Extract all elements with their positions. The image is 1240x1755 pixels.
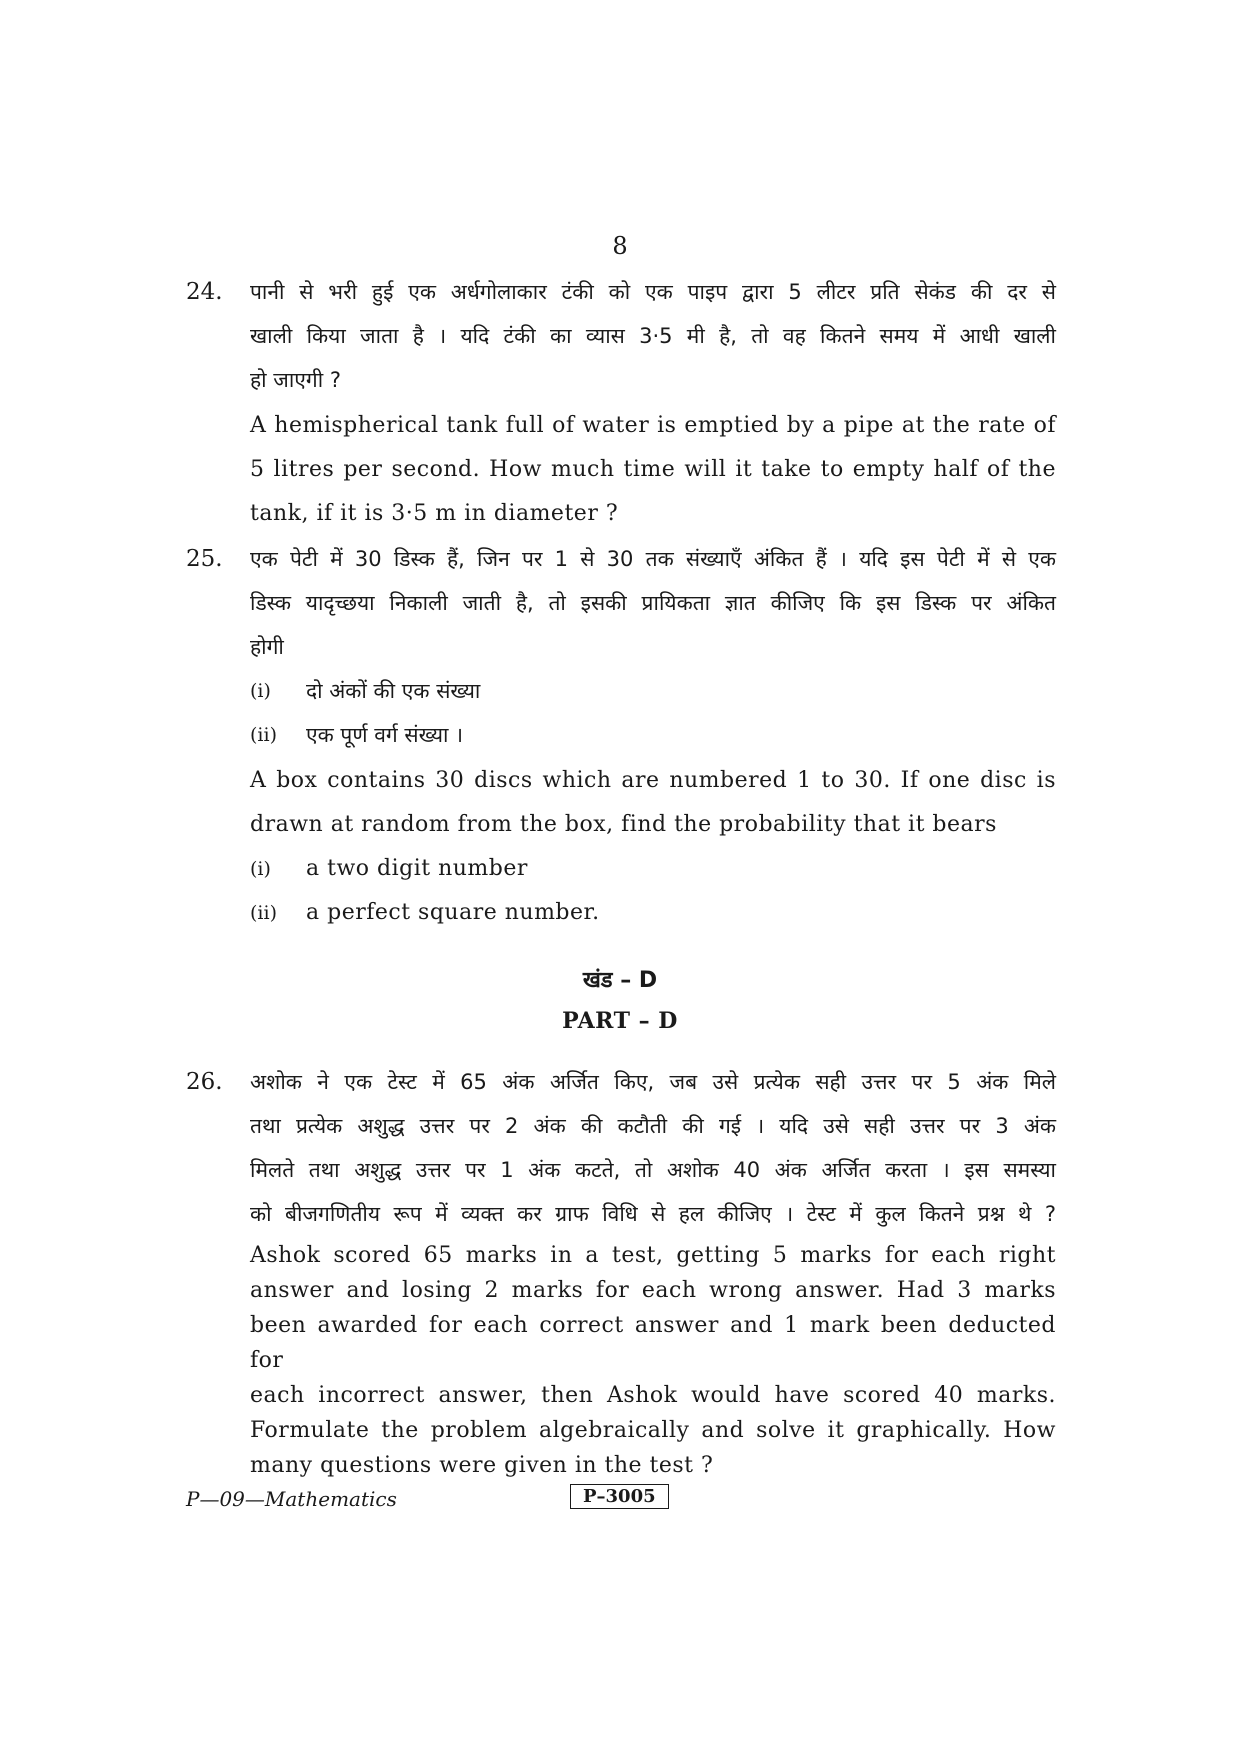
page-number: 8 — [612, 232, 628, 260]
list-item — [250, 847, 1056, 891]
sub-label: (ii) — [250, 902, 277, 924]
sub-text: a perfect square number. — [306, 900, 600, 925]
question-english-text — [250, 1238, 1056, 1483]
text-line: answer and losing 2 marks for each wrong answer. Had 3 marks — [250, 1278, 1056, 1303]
text-line: एक पेटी में 30 डिस्क हैं, जिन पर 1 से 30 तक संख्याएँ अंकित हैं । यदि इस पेटी में से एक — [250, 547, 1056, 571]
question-24 — [186, 270, 1056, 536]
footer-subject: P—09—Mathematics — [186, 1487, 397, 1511]
text-line: Ashok scored 65 marks in a test, getting 5 marks for each right — [250, 1243, 1056, 1268]
question-number: 24. — [186, 279, 223, 305]
list-item — [250, 713, 1056, 757]
question-hindi-text — [250, 1060, 1056, 1236]
text-line: been awarded for each correct answer and 1 mark been deducted for — [250, 1313, 1056, 1373]
question-26 — [186, 1060, 1056, 1483]
question-english-text — [250, 759, 1056, 847]
text-line: many questions were given in the test ? — [250, 1453, 714, 1478]
list-item — [250, 669, 1056, 713]
sub-text: दो अंकों की एक संख्या — [306, 679, 481, 703]
hindi-sub-list — [250, 669, 1056, 757]
text-line: A hemispherical tank full of water is emptied by a pipe at the rate of — [250, 413, 1056, 438]
text-line: Formulate the problem algebraically and solve it graphically. How — [250, 1418, 1056, 1443]
section-heading-english: PART – D — [562, 1008, 678, 1034]
text-line: पानी से भरी हुई एक अर्धगोलाकार टंकी को एक पाइप द्वारा 5 लीटर प्रति सेकंड की दर से — [250, 280, 1056, 304]
footer-paper-code: P–3005 — [570, 1484, 669, 1509]
text-line: tank, if it is 3·5 m in diameter ? — [250, 501, 619, 526]
text-line: 5 litres per second. How much time will it take to empty half of the — [250, 457, 1056, 482]
text-line: तथा प्रत्येक अशुद्ध उत्तर पर 2 अंक की कटौती की गई । यदि उसे सही उत्तर पर 3 अंक — [250, 1114, 1056, 1138]
text-line: A box contains 30 discs which are numbered 1 to 30. If one disc is — [250, 768, 1056, 793]
text-line: खाली किया जाता है । यदि टंकी का व्यास 3·5 मी है, तो वह कितने समय में आधी खाली — [250, 324, 1056, 348]
english-sub-list — [250, 847, 1056, 935]
question-hindi-text — [250, 537, 1056, 669]
sub-label: (ii) — [250, 724, 277, 746]
question-english-text — [250, 404, 1056, 536]
section-heading-hindi: खंड – D — [582, 968, 658, 993]
text-line: मिलते तथा अशुद्ध उत्तर पर 1 अंक कटते, तो अशोक 40 अंक अर्जित करता । इस समस्या — [250, 1158, 1056, 1182]
list-item — [250, 891, 1056, 935]
sub-label: (i) — [250, 858, 271, 880]
text-line: डिस्क यादृच्छया निकाली जाती है, तो इसकी प्रायिकता ज्ञात कीजिए कि इस डिस्क पर अंकित — [250, 591, 1056, 615]
question-number: 26. — [186, 1069, 223, 1095]
sub-text: एक पूर्ण वर्ग संख्या । — [306, 723, 464, 747]
question-hindi-text — [250, 270, 1056, 402]
sub-text: a two digit number — [306, 856, 528, 881]
text-line: drawn at random from the box, find the probability that it bears — [250, 812, 997, 837]
sub-label: (i) — [250, 680, 271, 702]
text-line: हो जाएगी ? — [250, 368, 341, 392]
question-25 — [186, 537, 1056, 935]
text-line: होगी — [250, 635, 284, 659]
text-line: अशोक ने एक टेस्ट में 65 अंक अर्जित किए, जब उसे प्रत्येक सही उत्तर पर 5 अंक मिले — [250, 1070, 1056, 1094]
question-number: 25. — [186, 546, 223, 572]
text-line: को बीजगणितीय रूप में व्यक्त कर ग्राफ विधि से हल कीजिए । टेस्ट में कुल कितने प्रश्न थे ? — [250, 1202, 1056, 1226]
text-line: each incorrect answer, then Ashok would have scored 40 marks. — [250, 1383, 1056, 1408]
